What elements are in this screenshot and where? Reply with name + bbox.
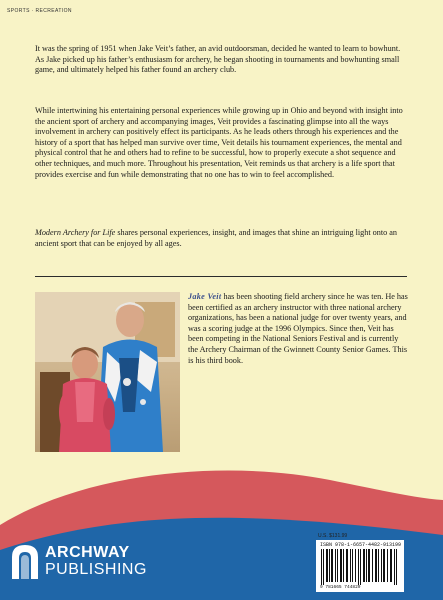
section-divider <box>35 276 407 277</box>
author-bio-text: has been shooting field archery since he was ten. He has been certified as an archery instructor with three national archery organizations, has been a national judge for over twenty years, and was a scoring judge at the 1996 Olympics. Since then, Veit has been competing in the National Seniors Festival and is currently the Archery Chairman of the Gwinnett County Senior Games. This is his third book. <box>188 292 408 365</box>
blurb-paragraph-3 <box>35 228 407 249</box>
author-photo <box>35 292 180 452</box>
barcode-block <box>316 540 404 592</box>
price-label: U.S. $131.99 <box>318 533 348 539</box>
book-title: Modern Archery for Life <box>35 228 116 237</box>
publisher-line-1: ARCHWAY <box>45 544 130 561</box>
barcode-icon <box>320 549 400 585</box>
publisher-name <box>45 544 147 578</box>
archway-logo-icon <box>10 543 40 579</box>
blurb-paragraph-1: It was the spring of 1951 when Jake Veit’s father, an avid outdoorsman, decided he wanted to learn to bowhunt. As Jake picked up his father’s enthusiasm for archery, he began shooting in tournaments and bowhunting small game, and ultimately helped his father found an archery club. <box>35 44 401 75</box>
author-bio <box>188 292 408 366</box>
isbn-label: ISBN 978-1-6657-4482-9 <box>320 542 387 548</box>
publisher-line-2: PUBLISHING <box>45 561 147 578</box>
price-code: 13199 <box>386 542 402 548</box>
ean-number: 9 781665 744829 <box>320 585 361 590</box>
blurb-paragraph-3-text: shares personal experiences, insight, and images that shine an intriguing light onto an ancient sport that can be enjoyed by all ages. <box>35 228 398 248</box>
category-label: SPORTS · RECREATION <box>7 8 72 14</box>
blurb-paragraph-2: While intertwining his entertaining personal experiences while growing up in Ohio and beyond with insight into the ancient sport of archery and accompanying images, Veit provides a fascinating glimpse into all the ways involvement in archery can positively effect its participants. As he leads others through his experiences and the history of a sport that has helped man survive over time, Veit details his tournament experiences, the mental and physical control that he and others had to refine to be successful, how to properly execute a shot sequence and other techniques, and much more. Throughout his presentation, Veit reminds us that archery is a life sport that provides exercise and fun while demonstrating that no one has to win to feel accomplished. <box>35 106 403 179</box>
author-name: Jake Veit <box>188 292 222 301</box>
